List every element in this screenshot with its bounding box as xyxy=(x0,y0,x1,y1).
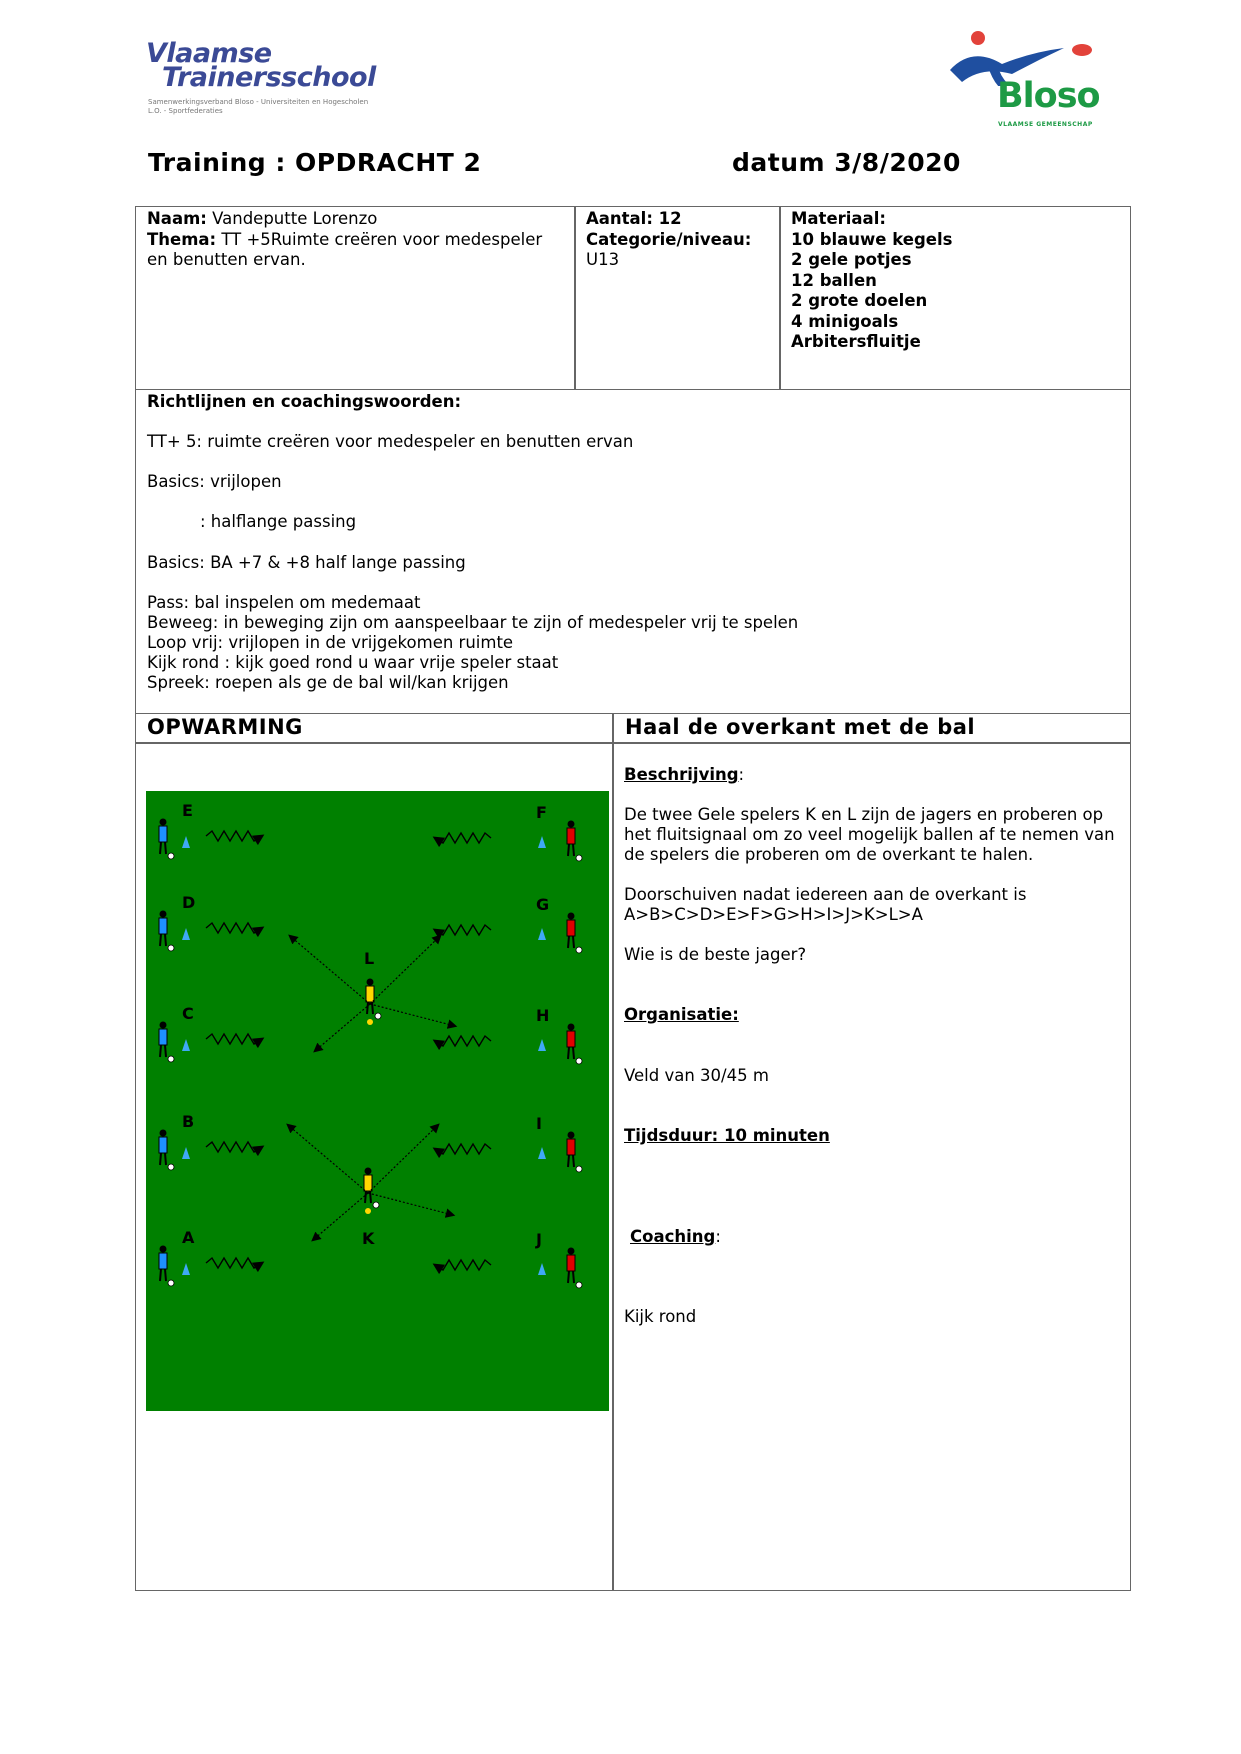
richtlijnen-line: Basics: BA +7 & +8 half lange passing xyxy=(147,553,466,572)
player-I-head xyxy=(568,1132,575,1139)
player-F-leg xyxy=(573,844,574,856)
player-B-head xyxy=(160,1130,167,1137)
player-A-leg xyxy=(160,1269,161,1281)
thema-label: Thema: xyxy=(147,229,217,249)
bloso-wordmark: Bloso xyxy=(997,76,1100,116)
cone xyxy=(182,1263,190,1275)
player-A-head xyxy=(160,1246,167,1253)
dribble-arrow xyxy=(206,831,262,841)
player-label-H: H xyxy=(536,1006,550,1025)
player-K-leg xyxy=(370,1191,371,1203)
player-label-F: F xyxy=(536,803,547,822)
organisatie-value: Veld van 30/45 m xyxy=(624,1066,769,1085)
player-B-leg xyxy=(165,1153,166,1165)
ball xyxy=(576,855,582,861)
player-C xyxy=(159,1029,167,1045)
cone xyxy=(538,1039,546,1051)
materiaal-item: Arbitersfluitje xyxy=(791,332,921,351)
richtlijnen-line: Spreek: roepen als ge de bal wil/kan krijgen xyxy=(147,673,509,692)
player-L-head xyxy=(367,979,374,986)
coaching-label: Coaching xyxy=(630,1227,716,1246)
materiaal-item: 10 blauwe kegels xyxy=(791,229,953,249)
cone xyxy=(182,1039,190,1051)
player-L-leg xyxy=(367,1002,368,1014)
ball xyxy=(168,1164,174,1170)
player-E-leg xyxy=(165,842,166,854)
coaching-value: Kijk rond xyxy=(624,1307,697,1326)
player-label-L: L xyxy=(364,949,375,968)
player-label-B: B xyxy=(182,1112,195,1131)
chase-arrow xyxy=(368,1193,453,1215)
description-line: de spelers die proberen om de overkant te halen. xyxy=(624,845,1034,864)
ball xyxy=(375,1013,381,1019)
player-H xyxy=(567,1031,575,1047)
player-L xyxy=(366,986,374,1002)
player-F-leg xyxy=(568,844,569,856)
player-D-leg xyxy=(160,934,161,946)
player-E-head xyxy=(160,819,167,826)
richtlijnen-line: Basics: vrijlopen xyxy=(147,472,282,491)
player-L-leg xyxy=(372,1002,373,1014)
coaching-heading xyxy=(630,1227,721,1248)
dribble-arrow xyxy=(435,925,491,935)
thema-value-continued: en benutten ervan. xyxy=(147,250,306,269)
dribble-arrow xyxy=(435,1036,491,1046)
cone xyxy=(538,1263,546,1275)
player-G-leg xyxy=(573,936,574,948)
richtlijnen-line: Pass: bal inspelen om medemaat xyxy=(147,593,421,612)
player-G xyxy=(567,920,575,936)
player-E-leg xyxy=(160,842,161,854)
description-line: Doorschuiven nadat iedereen aan de overkant is xyxy=(624,885,1027,904)
description-line: A>B>C>D>E>F>G>H>I>J>K>L>A xyxy=(624,905,923,924)
yellow-cone xyxy=(367,1019,373,1025)
player-I-leg xyxy=(573,1155,574,1167)
player-I xyxy=(567,1139,575,1155)
cone xyxy=(538,836,546,848)
ball xyxy=(576,947,582,953)
field-drawing xyxy=(146,791,609,1411)
aantal-field xyxy=(586,209,776,271)
cone xyxy=(538,1147,546,1159)
exercise-field-diagram xyxy=(146,791,609,1411)
player-G-leg xyxy=(568,936,569,948)
player-I-leg xyxy=(568,1155,569,1167)
player-E xyxy=(159,826,167,842)
logo-tagline: Samenwerkingsverband Bloso - Universiteiten en Hogescholen L.O. - Sportfederaties xyxy=(148,98,369,115)
player-D xyxy=(159,918,167,934)
dribble-arrow xyxy=(435,1260,491,1270)
player-label-G: G xyxy=(536,895,550,914)
dribble-arrow xyxy=(206,1142,262,1152)
materiaal-label: Materiaal: xyxy=(791,209,886,228)
player-F xyxy=(567,828,575,844)
cone xyxy=(182,836,190,848)
aantal-label: Aantal: 12 xyxy=(586,209,682,228)
info-divider-1 xyxy=(574,206,576,390)
player-label-K: K xyxy=(362,1229,375,1248)
materiaal-item: 2 grote doelen xyxy=(791,291,928,310)
thema-value: TT +5Ruimte creëren voor medespeler xyxy=(216,229,543,249)
tijdsduur-heading: Tijdsduur: 10 minuten xyxy=(624,1126,830,1145)
chase-arrow xyxy=(368,1125,438,1193)
player-B-leg xyxy=(160,1153,161,1165)
chase-arrow xyxy=(288,1125,368,1193)
cone xyxy=(182,1147,190,1159)
dribble-arrow xyxy=(206,1258,262,1268)
materiaal-field xyxy=(791,209,1121,353)
ball xyxy=(576,1166,582,1172)
materiaal-item: 2 gele potjes xyxy=(791,250,912,269)
player-K xyxy=(364,1175,372,1191)
dribble-arrow xyxy=(435,833,491,843)
cone xyxy=(182,928,190,940)
beschrijving-label: Beschrijving xyxy=(624,765,739,784)
player-G-head xyxy=(568,913,575,920)
chase-arrow xyxy=(315,1004,370,1051)
categorie-label: Categorie/niveau: xyxy=(586,229,752,249)
beschrijving-heading xyxy=(624,765,744,786)
dribble-arrow xyxy=(206,923,262,933)
richtlijnen-line: Beweeg: in beweging zijn om aanspeelbaar te zijn of medespeler vrij te spelen xyxy=(147,613,799,632)
player-K-leg xyxy=(365,1191,366,1203)
ball xyxy=(576,1058,582,1064)
exercise-title: Haal de overkant met de bal xyxy=(625,715,976,739)
naam-value: Vandeputte Lorenzo xyxy=(206,209,378,228)
richtlijnen-heading: Richtlijnen en coachingswoorden: xyxy=(147,392,462,411)
player-D-leg xyxy=(165,934,166,946)
player-label-D: D xyxy=(182,893,196,912)
opwarming-header-divider xyxy=(135,742,1131,744)
page-date: datum 3/8/2020 xyxy=(732,148,961,177)
richtlijnen-line: : halflange passing xyxy=(200,512,357,531)
richtlijnen-line: Loop vrij: vrijlopen in de vrijgekomen ruimte xyxy=(147,633,514,652)
chase-arrow xyxy=(290,936,370,1004)
richtlijnen-line: TT+ 5: ruimte creëren voor medespeler en benutten ervan xyxy=(147,432,634,451)
page-title: Training : OPDRACHT 2 xyxy=(148,148,482,177)
dribble-arrow xyxy=(206,1034,262,1044)
vlaamse-trainersschool-logo xyxy=(146,38,376,118)
logo-line-2: Trainersschool xyxy=(162,62,376,93)
player-H-leg xyxy=(568,1047,569,1059)
chase-arrow xyxy=(370,1004,455,1026)
chase-arrow xyxy=(313,1193,368,1240)
player-K-head xyxy=(365,1168,372,1175)
ball xyxy=(373,1202,379,1208)
dribble-arrow xyxy=(435,1144,491,1154)
organisatie-heading: Organisatie: xyxy=(624,1005,739,1024)
player-label-A: A xyxy=(182,1228,195,1247)
logo-line-1: Vlaamse xyxy=(146,38,272,69)
bloso-subtitle: VLAAMSE GEMEENSCHAP xyxy=(998,121,1093,128)
yellow-cone xyxy=(365,1208,371,1214)
player-label-E: E xyxy=(182,801,193,820)
player-C-head xyxy=(160,1022,167,1029)
player-J-head xyxy=(568,1248,575,1255)
coaching-colon: : xyxy=(715,1227,721,1246)
player-A xyxy=(159,1253,167,1269)
player-C-leg xyxy=(165,1045,166,1057)
beschrijving-colon: : xyxy=(738,765,745,784)
materiaal-item: 4 minigoals xyxy=(791,311,899,331)
ball xyxy=(168,1280,174,1286)
ball xyxy=(576,1282,582,1288)
description-line: het fluitsignaal om zo veel mogelijk ballen af te nemen van xyxy=(624,825,1115,844)
ball xyxy=(168,1056,174,1062)
player-B xyxy=(159,1137,167,1153)
player-C-leg xyxy=(160,1045,161,1057)
opwarming-heading: OPWARMING xyxy=(147,715,303,739)
player-label-C: C xyxy=(182,1004,194,1023)
player-D-head xyxy=(160,911,167,918)
description-line: Wie is de beste jager? xyxy=(624,945,807,964)
categorie-value: U13 xyxy=(586,250,620,269)
player-A-leg xyxy=(165,1269,166,1281)
chase-arrow xyxy=(370,936,440,1004)
bloso-logo xyxy=(942,26,1112,132)
player-F-head xyxy=(568,821,575,828)
info-divider-2 xyxy=(779,206,781,390)
materiaal-item: 12 ballen xyxy=(791,270,877,290)
player-H-head xyxy=(568,1024,575,1031)
naam-field xyxy=(147,209,567,271)
description-line: De twee Gele spelers K en L zijn de jagers en proberen op xyxy=(624,805,1104,824)
naam-label: Naam: xyxy=(147,209,207,228)
player-H-leg xyxy=(573,1047,574,1059)
player-J-leg xyxy=(573,1271,574,1283)
player-J-leg xyxy=(568,1271,569,1283)
cone xyxy=(538,928,546,940)
ball xyxy=(168,853,174,859)
player-label-I: I xyxy=(536,1114,542,1133)
player-J xyxy=(567,1255,575,1271)
opwarming-divider xyxy=(612,713,614,1591)
ball xyxy=(168,945,174,951)
richtlijnen-line: Kijk rond : kijk goed rond u waar vrije speler staat xyxy=(147,653,559,672)
player-label-J: J xyxy=(536,1230,542,1249)
